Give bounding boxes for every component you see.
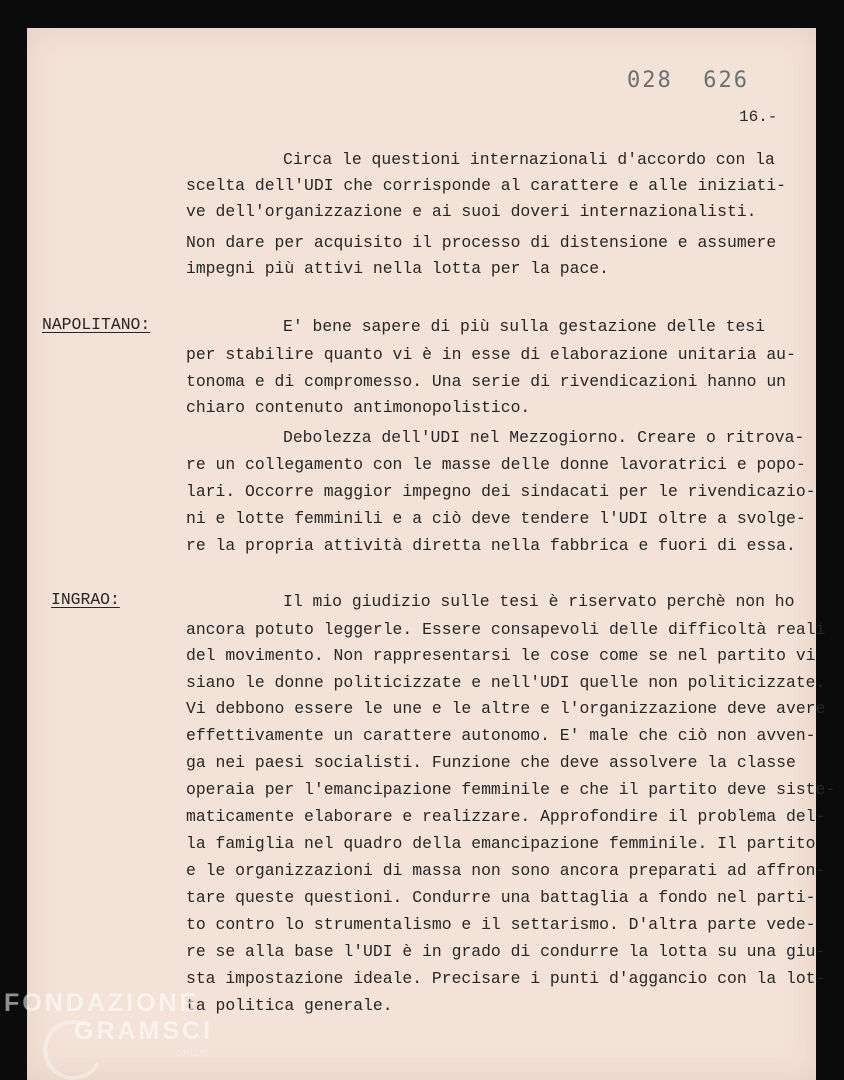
text-line: re un collegamento con le masse delle donne lavoratrici e popo-	[186, 455, 806, 474]
text-line: ta politica generale.	[186, 996, 393, 1015]
text-line: Non dare per acquisito il processo di distensione e assumere	[186, 233, 777, 252]
text-line: scelta dell'UDI che corrisponde al carattere e alle iniziati-	[186, 176, 786, 195]
text-line: ancora potuto leggerle. Essere consapevoli delle difficoltà reali	[186, 620, 826, 639]
page-number: 16.-	[739, 108, 778, 126]
text-line: to contro lo strumentalismo e il settarismo. D'altra parte vede-	[186, 915, 816, 934]
text-line: del movimento. Non rappresentarsi le cose come se nel partito vi	[186, 646, 816, 665]
watermark-line3: ONLUS	[176, 1049, 209, 1058]
text-line: re la propria attività diretta nella fabbrica e fuori di essa.	[186, 536, 796, 555]
text-line: ga nei paesi socialisti. Funzione che deve assolvere la classe	[186, 753, 796, 772]
fondazione-gramsci-watermark	[0, 985, 230, 1080]
text-line: chiaro contenuto antimonopolistico.	[186, 398, 531, 417]
text-line: per stabilire quanto vi è in esse di elaborazione unitaria au-	[186, 345, 796, 364]
text-line: E' bene sapere di più sulla gestazione delle tesi	[283, 317, 765, 336]
text-line: re se alla base l'UDI è in grado di condurre la lotta su una giu-	[186, 942, 826, 961]
text-line: Circa le questioni internazionali d'accordo con la	[283, 150, 775, 169]
text-line: operaia per l'emancipazione femminile e che il partito deve siste-	[186, 780, 836, 799]
text-line: lari. Occorre maggior impegno dei sindacati per le rivendicazio-	[186, 482, 816, 501]
text-line: Il mio giudizio sulle tesi è riservato perchè non ho	[283, 592, 795, 611]
text-line: tare queste questioni. Condurre una battaglia a fondo nel parti-	[186, 888, 816, 907]
text-line: ve dell'organizzazione e ai suoi doveri internazionalisti.	[186, 202, 757, 221]
text-line: impegni più attivi nella lotta per la pace.	[186, 259, 609, 278]
text-line: Debolezza dell'UDI nel Mezzogiorno. Creare o ritrova-	[283, 428, 805, 447]
text-line: e le organizzazioni di massa non sono ancora preparati ad affron-	[186, 861, 826, 880]
watermark-line1: FONDAZIONE	[4, 989, 200, 1017]
text-line: siano le donne politicizzate e nell'UDI quelle non politicizzate.	[186, 673, 826, 692]
text-line: ni e lotte femminili e a ciò deve tendere l'UDI oltre a svolge-	[186, 509, 806, 528]
text-line: la famiglia nel quadro della emancipazione femminile. Il partito	[186, 834, 816, 853]
text-line: Vi debbono essere le une e le altre e l'organizzazione deve avere	[186, 699, 826, 718]
archive-stamp-number: 028 626	[627, 68, 749, 93]
speaker-napolitano: NAPOLITANO:	[42, 315, 151, 334]
text-line: tonoma e di compromesso. Una serie di rivendicazioni hanno un	[186, 372, 786, 391]
watermark-line2: GRAMSCI	[74, 1017, 214, 1045]
document-page	[27, 28, 836, 1080]
text-line: sta impostazione ideale. Precisare i punti d'aggancio con la lot-	[186, 969, 826, 988]
text-line: maticamente elaborare e realizzare. Approfondire il problema del-	[186, 807, 826, 826]
text-line: effettivamente un carattere autonomo. E' male che ciò non avven-	[186, 726, 816, 745]
speaker-ingrao: INGRAO:	[51, 590, 120, 609]
